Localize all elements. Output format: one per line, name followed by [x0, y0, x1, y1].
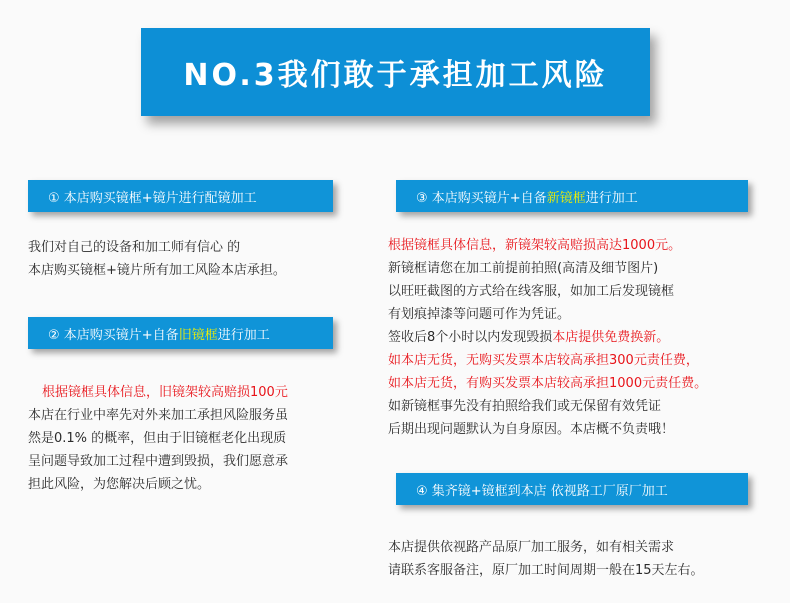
section-2-heading: [28, 317, 333, 349]
section-1-heading: ① 本店购买镜框+镜片进行配镜加工: [28, 180, 333, 212]
section-2-body: [28, 381, 288, 496]
section-3-line-mixed: [388, 326, 707, 349]
section-3-line-prefix: 签收后8个小时以内发现毁损: [388, 330, 553, 345]
section-2-line: 呈问题导致加工过程中遭到毁损，我们愿意承: [28, 454, 289, 469]
section-3-line: 如新镜框事先没有拍照给我们或无保留有效凭证: [388, 399, 662, 414]
section-2-heading-prefix: ② 本店购买镜片+自备: [48, 327, 179, 343]
section-2-heading-highlight: 旧镜框: [178, 327, 218, 343]
section-3-heading-highlight: 新镜框: [546, 190, 586, 206]
section-3-line: 以旺旺截图的方式给在线客服，如加工后发现镜框: [388, 284, 675, 299]
section-3-red-line: 根据镜框具体信息，新镜架较高赔损高达1000元。: [388, 238, 682, 253]
section-4-line: 本店提供依视路产品原厂加工服务，如有相关需求: [388, 540, 675, 555]
section-1-line: 我们对自己的设备和加工师有信心 的: [28, 240, 241, 255]
section-3-red-line: 如本店无货，无购买发票本店较高承担300元责任费，: [388, 353, 699, 368]
section-2-red-line: 根据镜框具体信息，旧镜架较高赔损100元: [42, 385, 288, 400]
section-3-line-red: 本店提供免费换新。: [552, 330, 670, 345]
section-4-heading: ④ 集齐镜+镜框到本店 依视路工厂原厂加工: [396, 473, 748, 505]
section-3-body: [388, 234, 707, 441]
section-3-line: 新镜框请您在加工前提前拍照(高清及细节图片): [388, 261, 659, 276]
section-3-red-line: 如本店无货，有购买发票本店较高承担1000元责任费。: [388, 376, 708, 391]
section-3-line: 后期出现问题默认为自身原因。本店概不负责哦！: [388, 422, 675, 437]
page-title: NO.3我们敢于承担加工风险: [141, 28, 650, 116]
section-1-line: 本店购买镜框+镜片所有加工风险本店承担。: [28, 263, 286, 278]
section-1-body: [28, 236, 286, 282]
section-2-line: 本店在行业中率先对外来加工承担风险服务虽: [28, 408, 289, 423]
section-4-line: 请联系客服备注，原厂加工时间周期一般在15天左右。: [388, 563, 704, 578]
section-3-heading: [396, 180, 748, 212]
section-2-line: 然是0.1% 的概率，但由于旧镜框老化出现质: [28, 431, 287, 446]
section-2-heading-suffix: 进行加工: [217, 327, 270, 343]
section-3-heading-suffix: 进行加工: [585, 190, 638, 206]
section-3-line: 有划痕掉漆等问题可作为凭证。: [388, 307, 571, 322]
section-4-body: [388, 536, 704, 582]
section-2-line: 担此风险，为您解决后顾之忧。: [28, 477, 211, 492]
section-3-heading-prefix: ③ 本店购买镜片+自备: [416, 190, 547, 206]
